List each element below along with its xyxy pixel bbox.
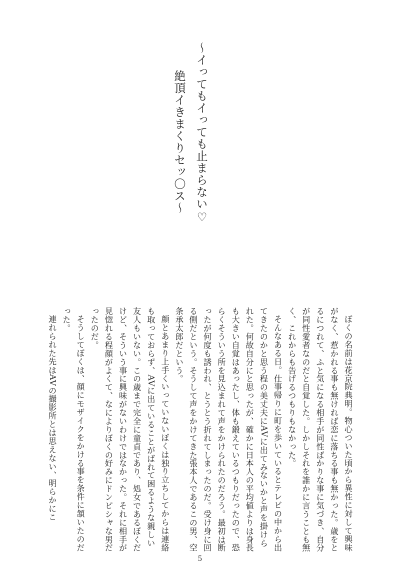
body-text [38,307,356,555]
page-number: 5 [197,555,203,563]
title-subtitle: 〜イってもイっても止まらない♡ [195,42,209,225]
title-main: 絶頂イきまくりセッ〇ス〜 [173,70,187,214]
paragraph: そんなある日。仕事帰りに町を歩いているとテレビの中から出てきたのかと思う程の美丈夫にAVに出てみないかと声を掛けられた。何故自分にと思ったが、確かに日本人の平均値よりは身長も大きい自覚はあったし、体も鍛えているつもりだったので、恐らくそういう所を見込まれて声をかけられたのだろう。最初は断ったが何度も誘われ、とうとう折れてしまったのだ。受け身に回る側だという。そうして声をかけてきた張本人であるこの男、空条承太郎だという。 [174,307,284,553]
paragraph: ぼくの名前は花京院典明。物心ついた頃から異性に対して興味がなく、惹かれる事も無ければ恋に落ちる事も無かった。歳をとるにつれて、ふと気になる相手が同性ばかりな事に気づき、自分が同性愛者なのだと自覚した。しかしそれを誰かに言うことも無く、これからも告げるつもりもなかった。 [287,307,354,553]
chapter-title [170,42,212,282]
paragraph: 顔とあまり上手くいっていないぼくは独り立ちしてからは連絡も取っておらず、AVに出ていることがばれて困るような親しい友人もいない。この歳まで完全に童貞であり、処女であるぼくだけど、そういう事に興味がないわけではなかった。それに相手が見惚れる程顔がよくて、なによりぼくの好みにドンピシャな男だったのだ。 [90,307,171,553]
paragraph: 連れられた先はAVの撮影所とは思えない、明らかにこ [48,315,59,522]
paragraph: そうしてぼくは、顔にモザイクをかける事を条件に頷いたのだった。 [62,307,87,552]
